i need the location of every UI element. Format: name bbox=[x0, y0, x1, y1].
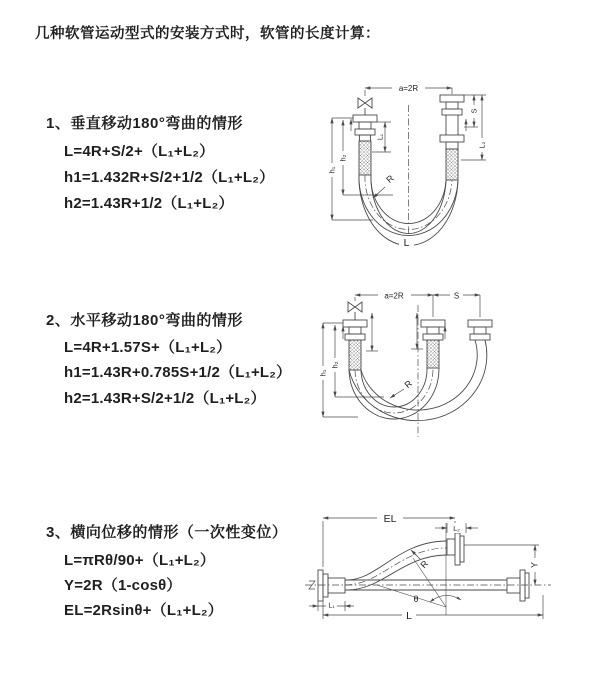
right-flange-fitting bbox=[468, 320, 492, 340]
dimension-lines bbox=[332, 88, 486, 220]
formula-line: h2=1.43R+S/2+1/2（L₁+L₂） bbox=[64, 390, 266, 407]
braided-hose-section bbox=[427, 340, 439, 368]
diagram-vertical-180-bend bbox=[315, 75, 500, 255]
radius-label: R bbox=[384, 173, 396, 185]
formula-line: h1=1.43R+0.785S+1/2（L₁+L₂） bbox=[64, 364, 292, 381]
dim-label-l1: L₁ bbox=[377, 133, 385, 141]
formula-line: EL=2Rsinθ+（L₁+L₂） bbox=[64, 602, 223, 619]
diagram-horizontal-180-bend bbox=[312, 285, 527, 445]
left-flange-fitting bbox=[318, 570, 345, 601]
page-title: 几种软管运动型式的安装方式时，软管的长度计算： bbox=[35, 26, 380, 42]
radius-label: R bbox=[402, 378, 415, 391]
valve-icon bbox=[348, 302, 362, 312]
dim-label-a2r: a=2R bbox=[398, 83, 419, 93]
dim-label-l: L bbox=[406, 610, 412, 622]
hose-assembly bbox=[343, 302, 492, 421]
middle-flange-fitting bbox=[421, 320, 445, 368]
dim-label-el: EL bbox=[383, 512, 397, 525]
braided-hose-section bbox=[446, 149, 458, 180]
dim-label-l2: L₂ bbox=[453, 526, 460, 533]
dim-label-s: S bbox=[453, 291, 460, 301]
upper-flange-fitting bbox=[447, 533, 464, 565]
radius-label: R bbox=[418, 558, 431, 571]
formula-line: L=4R+1.57S+（L₁+L₂） bbox=[64, 339, 232, 356]
section-2-heading: 2、水平移动180°弯曲的情形 bbox=[46, 312, 243, 329]
braided-hose-section bbox=[359, 141, 371, 175]
s-curve-hose bbox=[347, 541, 447, 590]
radius-leader-arrow bbox=[373, 187, 385, 198]
braided-hose-section bbox=[349, 340, 361, 370]
diagram-lateral-displacement bbox=[303, 503, 573, 633]
dim-label-h2: h₂ bbox=[338, 154, 348, 162]
formula-line: h2=1.43R+1/2（L₁+L₂） bbox=[64, 195, 234, 212]
dim-label-h2: h₂ bbox=[330, 361, 340, 369]
dim-label-l2: L₂ bbox=[479, 141, 487, 149]
construction-lines bbox=[377, 523, 461, 615]
dim-label-l: L bbox=[403, 237, 410, 249]
dimension-lines bbox=[323, 295, 480, 417]
dim-label-s: S bbox=[469, 108, 479, 114]
formula-line: h1=1.432R+S/2+1/2（L₁+L₂） bbox=[64, 169, 275, 186]
centerlines bbox=[365, 105, 452, 248]
angle-arc bbox=[430, 595, 461, 602]
valve-icon bbox=[358, 98, 372, 108]
dim-label-h1: h₁ bbox=[327, 166, 337, 174]
formula-line: L=4R+S/2+（L₁+L₂） bbox=[64, 143, 215, 160]
dim-label-l1: L₁ bbox=[328, 602, 335, 610]
right-flange-fitting bbox=[507, 570, 529, 601]
left-flange-fitting bbox=[343, 320, 367, 370]
right-flange-fitting bbox=[440, 95, 464, 180]
section-3-heading: 3、横向位移的情形（一次性变位） bbox=[46, 524, 288, 541]
formula-line: L=πRθ/90+（L₁+L₂） bbox=[64, 552, 216, 569]
dim-label-a2r: a=2R bbox=[384, 291, 404, 301]
angle-label: θ bbox=[413, 594, 419, 604]
section-1-heading: 1、垂直移动180°弯曲的情形 bbox=[46, 115, 243, 132]
radius-leader-arrow bbox=[390, 389, 404, 398]
radius-leader-arrow bbox=[411, 550, 420, 559]
dim-label-h1: h₁ bbox=[318, 369, 328, 377]
left-flange-fitting bbox=[353, 115, 377, 175]
dim-label-y: Y bbox=[529, 561, 540, 569]
formula-line: Y=2R（1-cosθ） bbox=[64, 577, 182, 594]
